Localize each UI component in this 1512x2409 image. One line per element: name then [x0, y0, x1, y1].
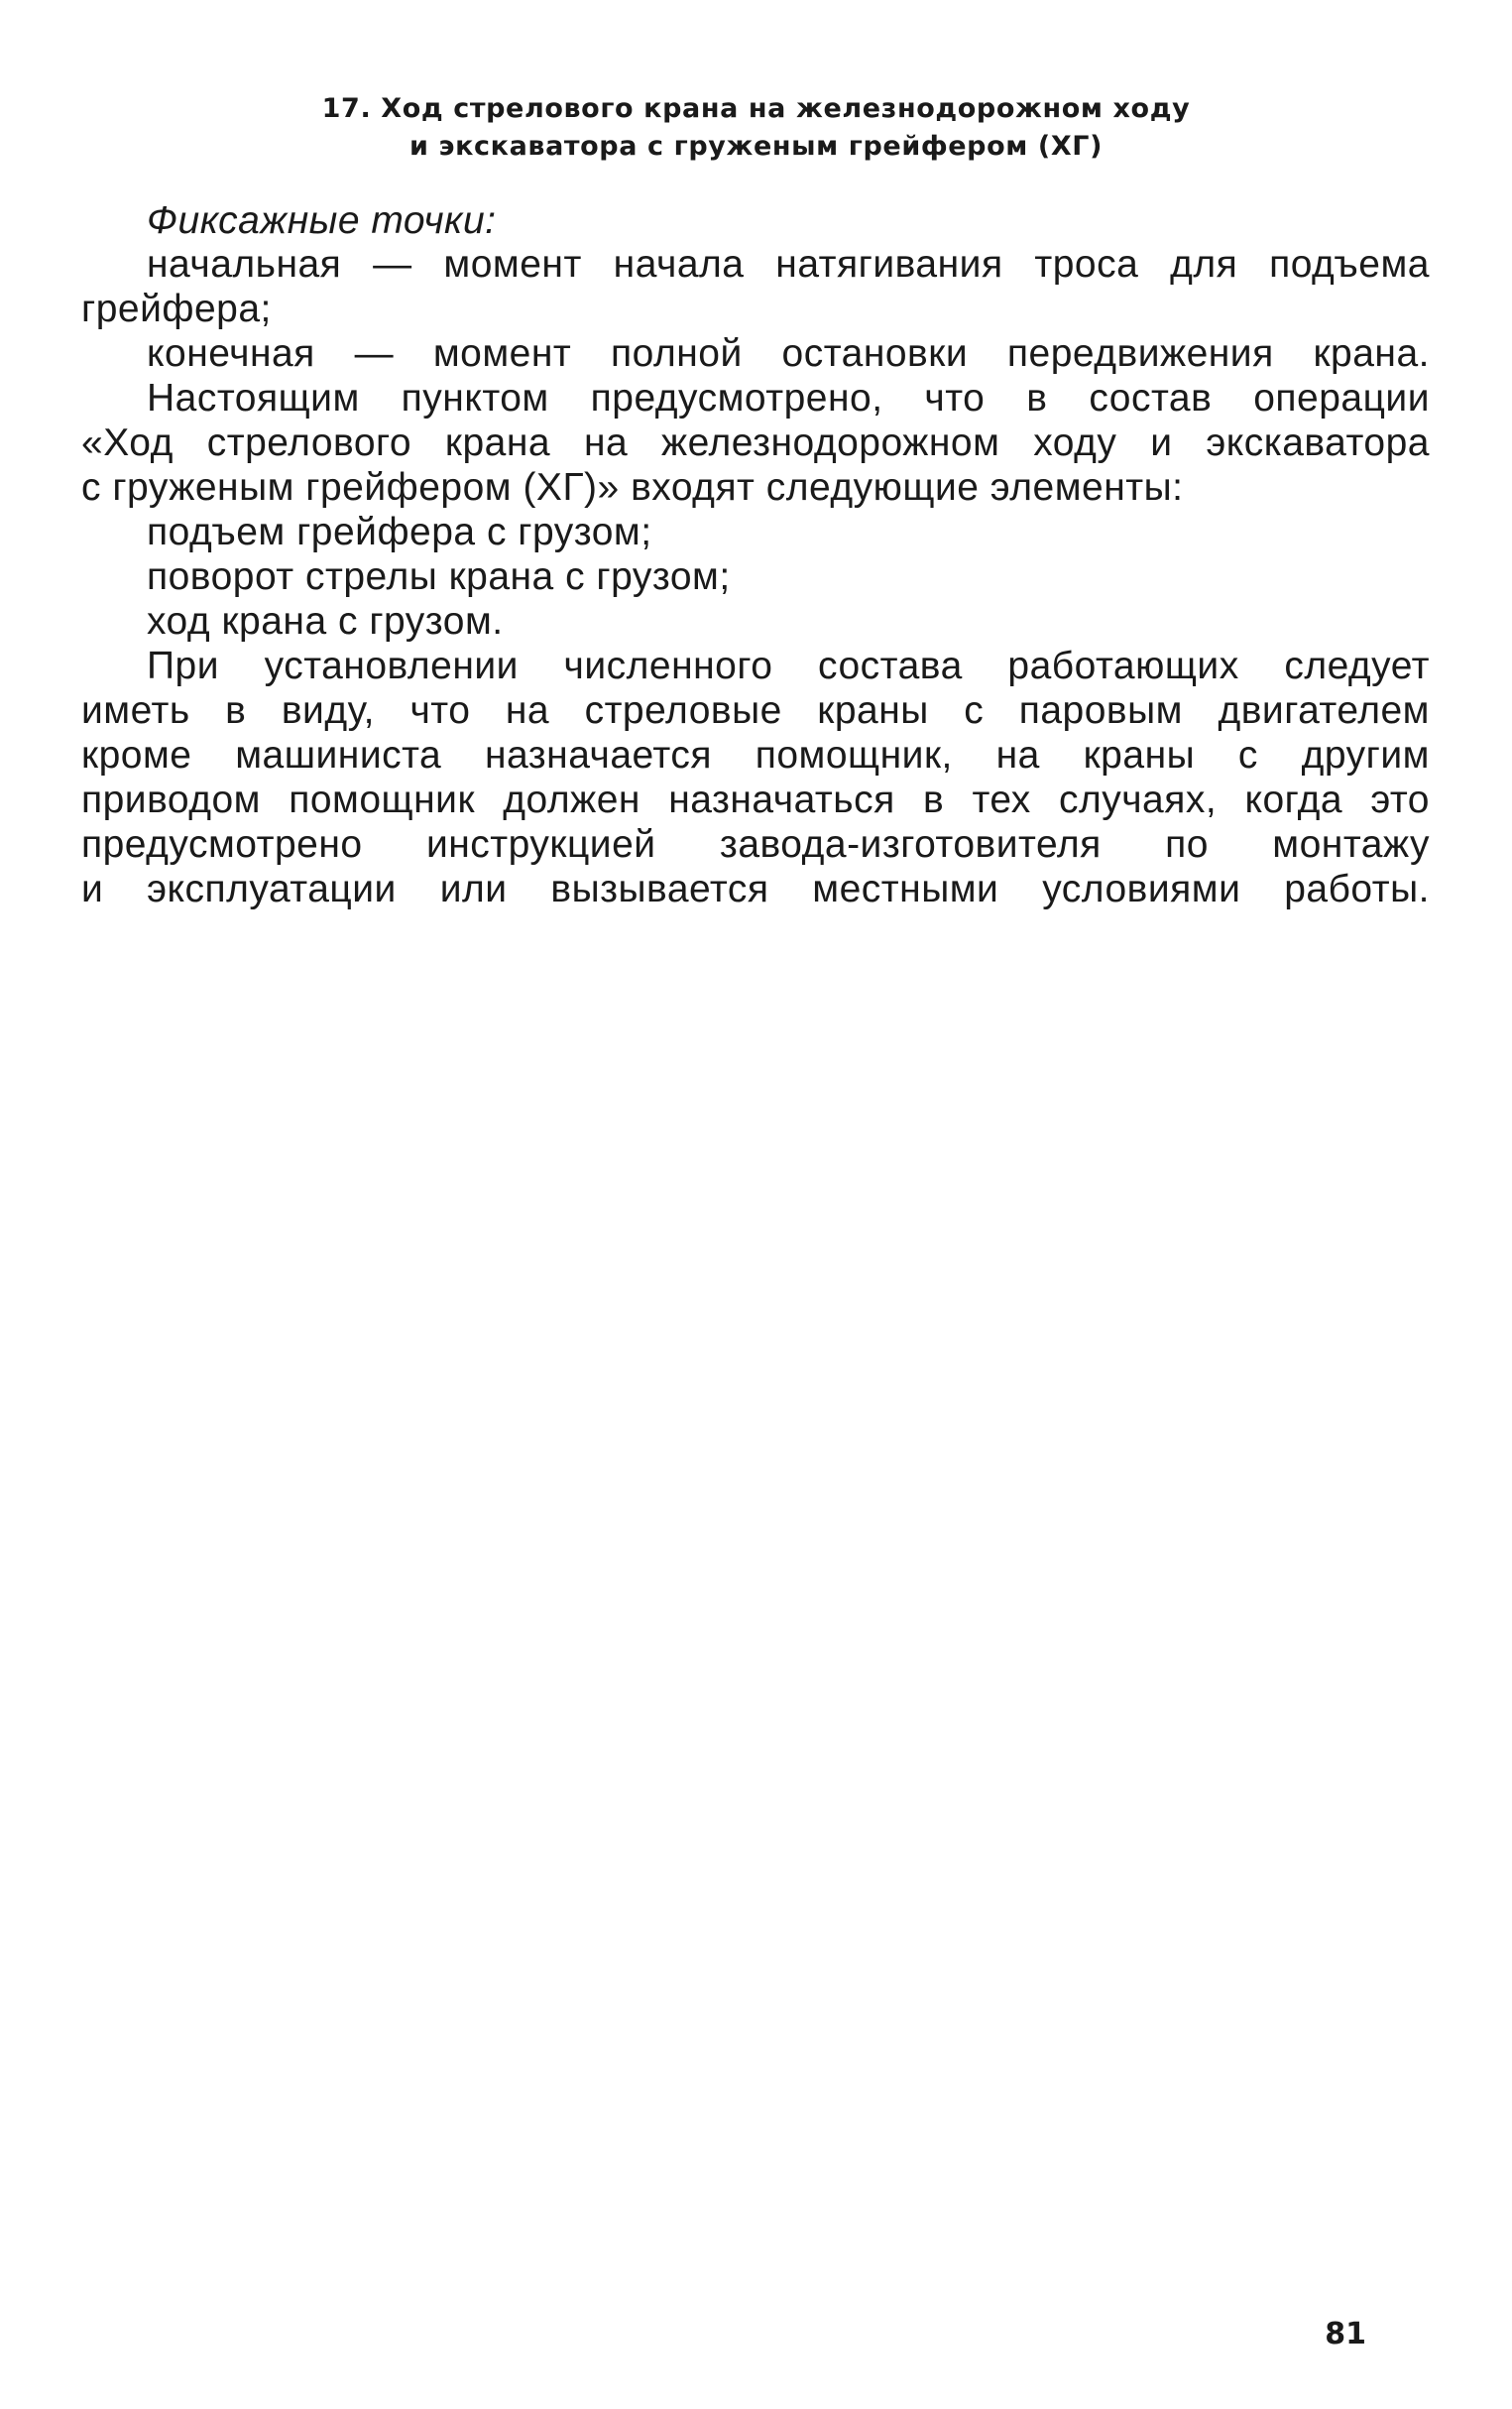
paragraph-1-line-2: «Ход стрелового крана на железнодорожном ходу и экскаватора	[81, 422, 1430, 464]
list-item-2: поворот стрелы крана с грузом;	[147, 555, 731, 598]
start-point-line-1: начальная — момент начала натягивания троса для подъема	[147, 243, 1430, 286]
paragraph-1-line-1: Настоящим пунктом предусмотрено, что в состав операции	[147, 377, 1430, 420]
paragraph-2-line-6: и эксплуатации или вызывается местными условиями работы.	[81, 868, 1430, 910]
start-point-line-2: грейфера;	[81, 288, 272, 330]
paragraph-2-line-4: приводом помощник должен назначаться в тех случаях, когда это	[81, 779, 1430, 821]
paragraph-2-line-3: кроме машиниста назначается помощник, на краны с другим	[81, 734, 1430, 777]
list-item-1: подъем грейфера с грузом;	[147, 511, 652, 553]
list-item-3: ход крана с грузом.	[147, 600, 504, 643]
paragraph-2-line-2: иметь в виду, что на стреловые краны с паровым двигателем	[81, 689, 1430, 732]
paragraph-2-line-1: При установлении численного состава работающих следует	[147, 645, 1430, 687]
section-heading-line-2: и экскаватора с груженым грейфером (ХГ)	[408, 131, 1104, 162]
section-heading-line-1: 17. Ход стрелового крана на железнодорожном ходу	[321, 93, 1191, 124]
paragraph-2-line-5: предусмотрено инструкцией завода-изготовителя по монтажу	[81, 823, 1430, 866]
page-number: 81	[1325, 2317, 1366, 2351]
paragraph-1-line-3: с груженым грейфером (ХГ)» входят следующие элементы:	[81, 466, 1184, 509]
fixation-points-title: Фиксажные точки:	[147, 199, 497, 242]
end-point-line: конечная — момент полной остановки передвижения крана.	[147, 332, 1430, 375]
